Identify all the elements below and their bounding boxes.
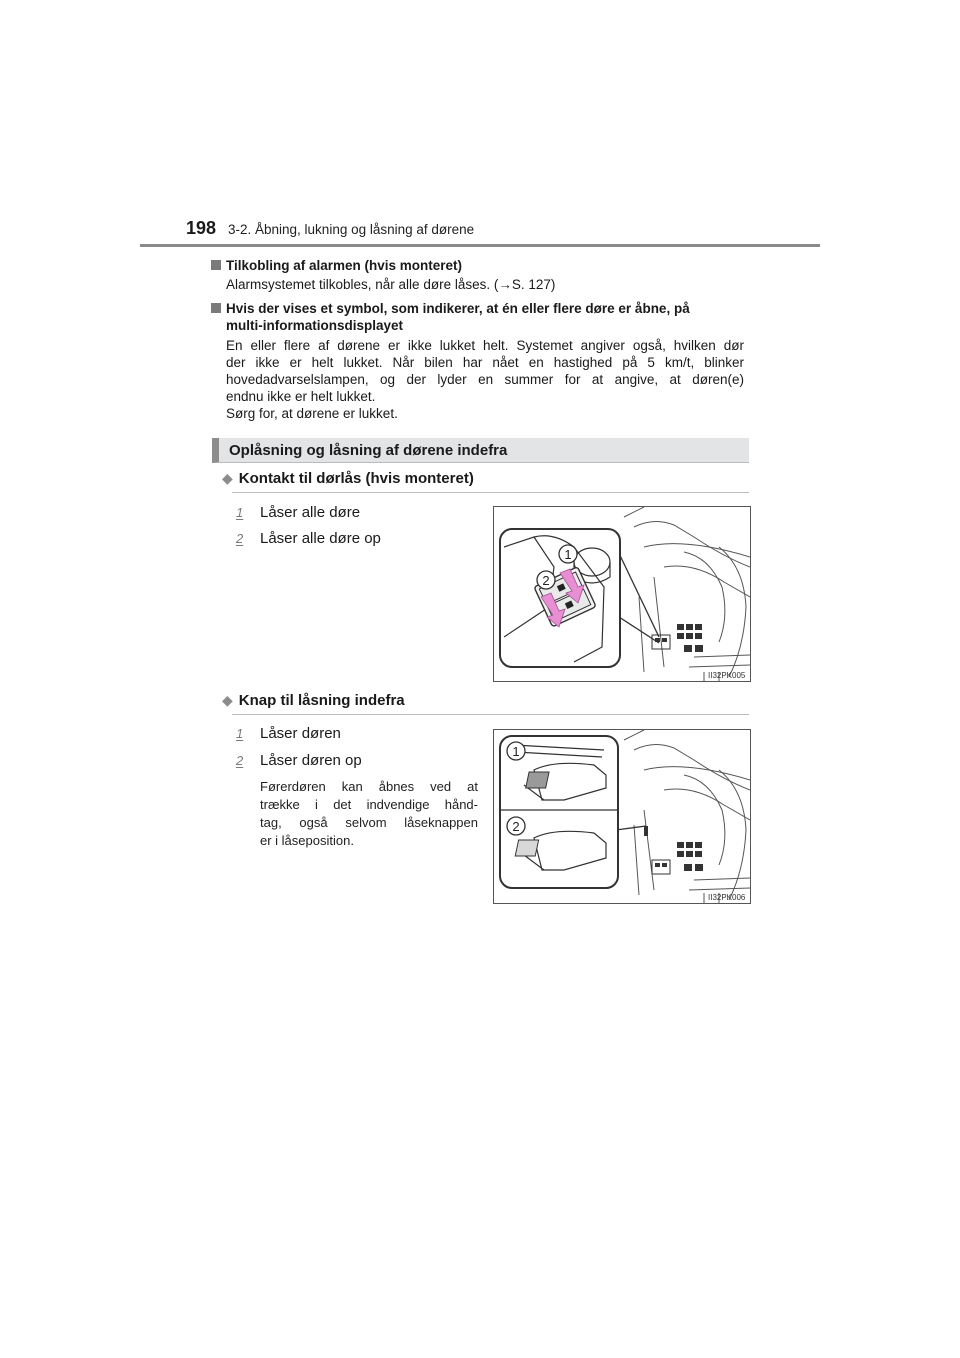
note-line-4: er i låseposition. (260, 833, 354, 848)
callout-2: 2 (512, 819, 520, 834)
figure-code: II32PK006 (708, 893, 746, 902)
figure-code: II32PK005 (708, 671, 746, 680)
square-bullet-icon (211, 303, 221, 313)
alarm-text: Alarmsystemet tilkobles, når alle døre låses. (→S. 127) (226, 277, 556, 292)
callout-1: 1 (564, 547, 572, 562)
bullet-heading-door-open: Hvis der vises et symbol, som indikerer, at én eller flere døre er åbne, på (211, 300, 756, 317)
subheading-inside-lock-button: ◆ Knap til låsning indefra (222, 692, 405, 709)
page-number: 198 (186, 218, 217, 238)
chapter-title: 3-2. Åbning, lukning og låsning af dørene (228, 222, 475, 237)
step-number: 1 (236, 505, 244, 520)
step-number: 2 (236, 531, 244, 546)
inside-lock-button-illustration (493, 729, 751, 904)
step-number: 2 (236, 753, 244, 768)
door-open-line-1: En eller flere af dørene er ikke lukket helt. Systemet angiver også, hvilken dør (226, 338, 744, 353)
step-label: Låser alle døre op (260, 530, 381, 547)
step-label: Låser døren op (260, 752, 362, 769)
header-rule (140, 244, 820, 247)
door-open-line-3: hovedadvarselslampen, og der lyder en summer for at angive, at døren(e) (226, 372, 744, 387)
step-lock-door (236, 725, 341, 742)
bullet-heading-door-open-cont: multi-informationsdisplayet (226, 318, 404, 333)
door-open-line-2: der ikke er helt lukket. Når bilen har nået en hastighed på 5 km/t, blinker (226, 355, 744, 370)
door-open-line-5: Sørg for, at dørene er lukket. (226, 406, 398, 421)
note-line-2: trække i det indvendige hånd- (260, 797, 478, 812)
step-unlock-all (236, 530, 381, 547)
note-line-1: Førerdøren kan åbnes ved at (260, 779, 478, 794)
subheading-rule (232, 714, 749, 715)
step-label: Låser døren (260, 725, 341, 742)
step-number: 1 (236, 726, 244, 741)
step-unlock-door (236, 752, 362, 769)
step-lock-all (236, 504, 360, 521)
square-bullet-icon (211, 260, 221, 270)
subheading-door-lock-switch: ◆ Kontakt til dørlås (hvis monteret) (222, 470, 474, 487)
step-label: Låser alle døre (260, 504, 361, 521)
diamond-bullet-icon: ◆ (222, 692, 233, 708)
door-open-line-4: endnu ikke er helt lukket. (226, 389, 376, 404)
bullet-heading-alarm: Tilkobling af alarmen (hvis monteret) (211, 257, 462, 274)
callout-2: 2 (542, 573, 550, 588)
section-title: Oplåsning og låsning af dørene indefra (229, 442, 508, 459)
callout-1: 1 (512, 744, 520, 759)
diamond-bullet-icon: ◆ (222, 470, 233, 486)
door-lock-switch-illustration (493, 506, 751, 682)
section-heading-bar (212, 438, 749, 463)
subheading-rule (232, 492, 749, 493)
note-line-3: tag, også selvom låseknappen (260, 815, 478, 830)
